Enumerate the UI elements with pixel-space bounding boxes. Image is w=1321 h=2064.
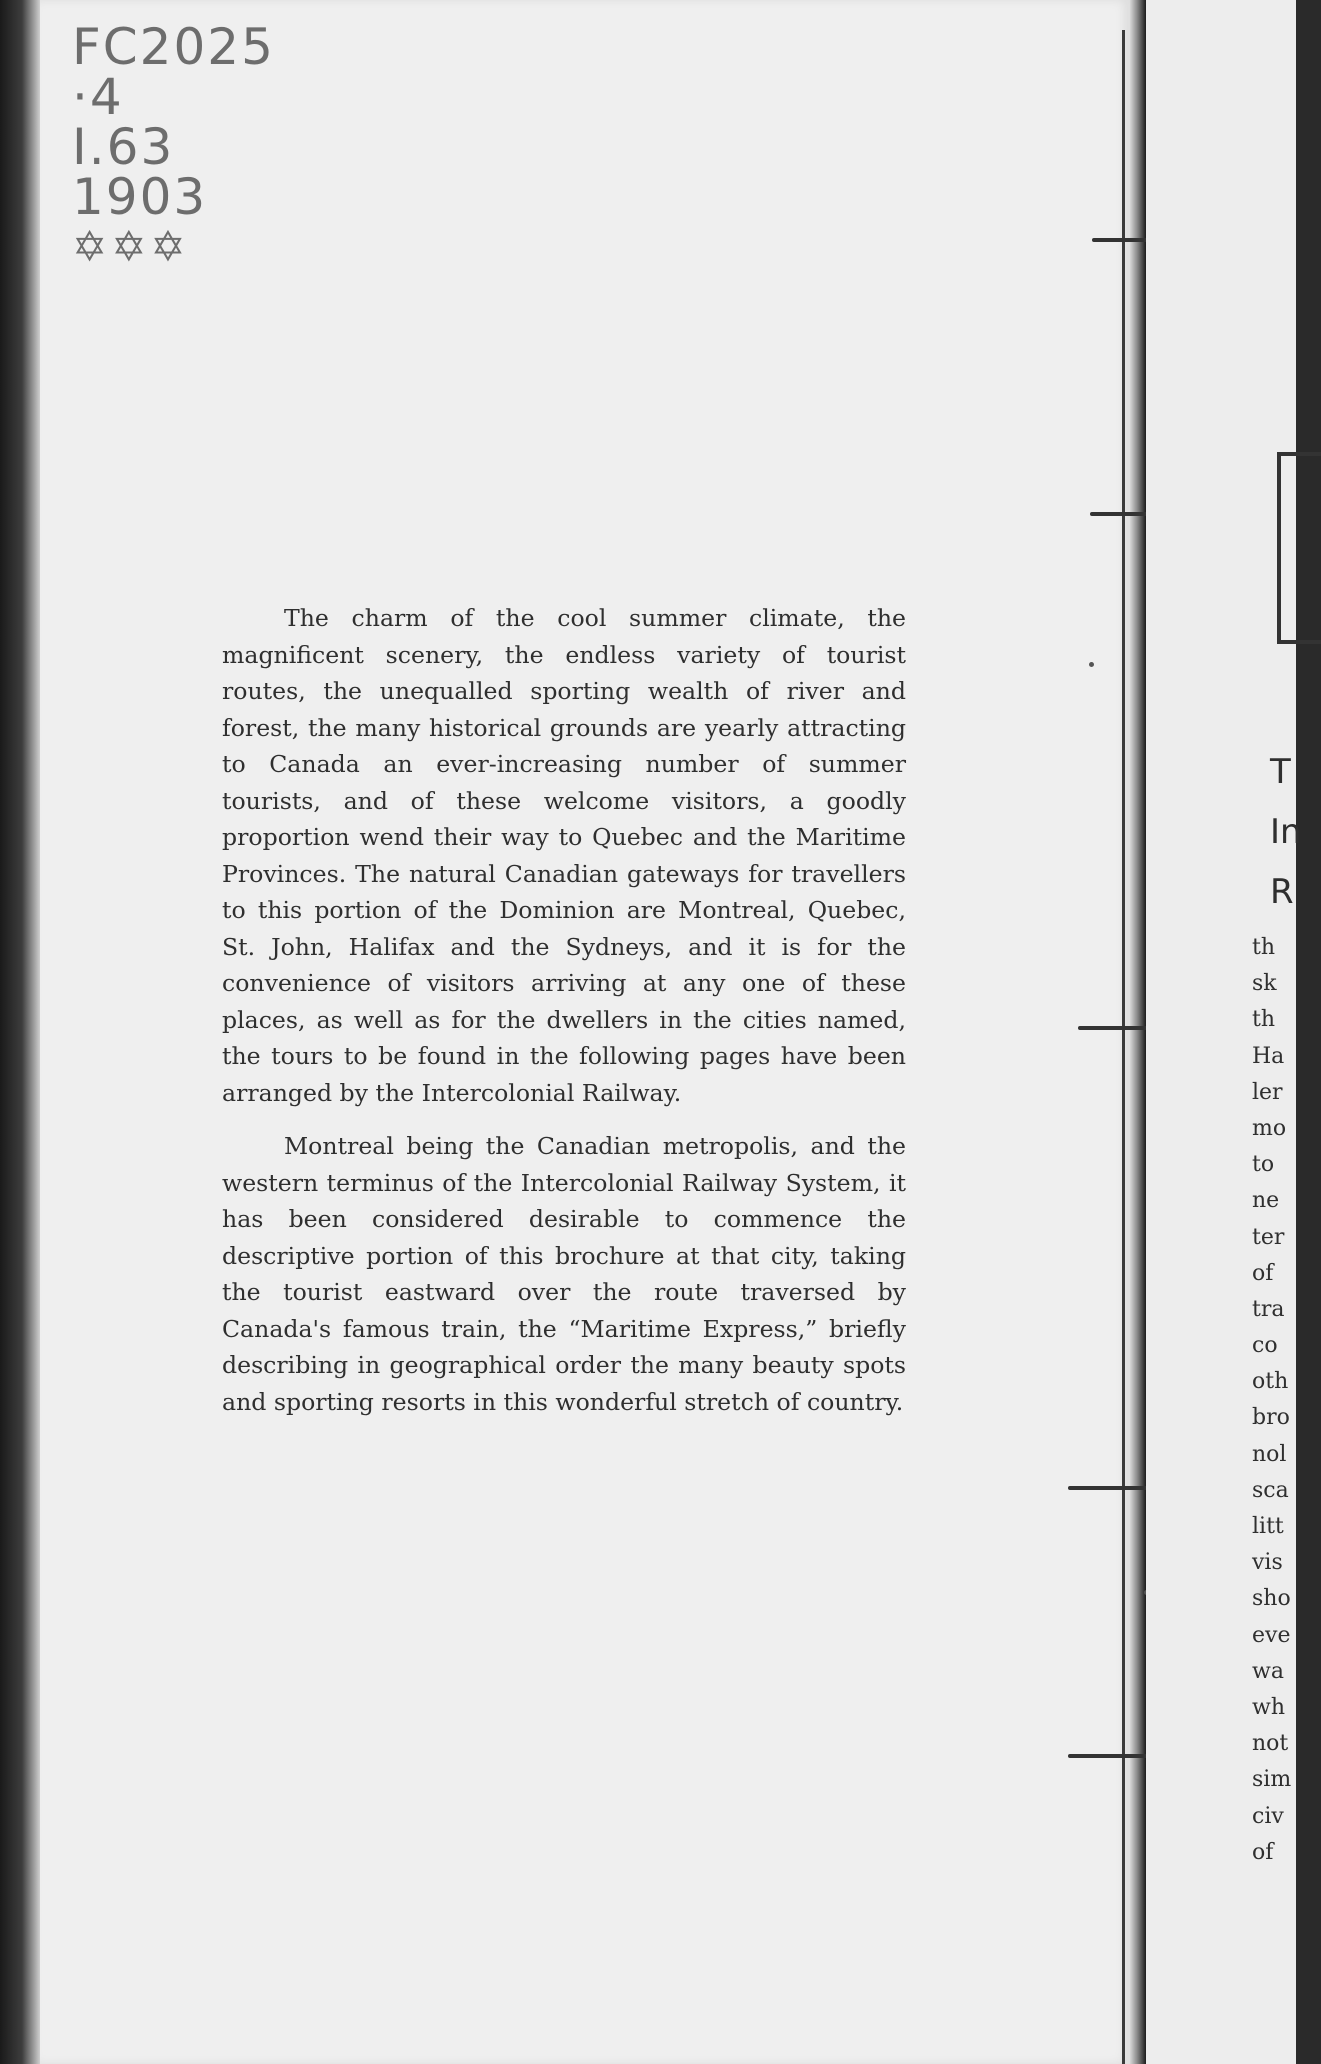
paragraph: Montreal being the Canadian metropolis, and the western terminus of the Intercolonial Railway System, it has been considered desirable to commence the descriptive portion of this brochure at that city, taking the tourist eastward over the route traversed by Canada's famous train, the “Maritime Express,” briefly describing in geographical order the many beauty spots and sporting resorts in this wonderful stretch of country. — [222, 1132, 906, 1416]
binding-hole — [1089, 662, 1094, 667]
text-fragment: not — [1252, 1731, 1289, 1757]
paragraph: The charm of the cool summer climate, the magnificent scenery, the endless variety of tourist routes, the unequalled sporting wealth of river and forest, the many historical grounds are yearly attracting to Canada an ever-increasing number of summer tourists, and of these welcome visitors, a goodly proportion wend their way to Quebec and the Maritime Provinces. The natural Canadian gateways for travellers to this portion of the Dominion are Montreal, Quebec, St. John, Halifax and the Sydneys, and it is for the convenience of visitors arriving at any one of these places, as well as for the dwellers in the cities named, the tours to be found in the following pages have been arranged by the Intercolonial Railway. — [222, 604, 906, 1107]
text-fragment: civ — [1252, 1803, 1284, 1829]
call-number-line: ·4 — [72, 68, 124, 126]
text-fragment: th — [1252, 1007, 1276, 1033]
text-fragment: bro — [1252, 1405, 1290, 1431]
call-number-line: FC2025 — [72, 18, 275, 76]
text-fragment: nol — [1252, 1441, 1287, 1467]
text-fragment: of — [1252, 1839, 1274, 1865]
binding-thread — [1122, 30, 1125, 2064]
text-fragment: oth — [1252, 1369, 1289, 1395]
text-fragment: ne — [1252, 1188, 1280, 1214]
text-fragment: wa — [1252, 1658, 1284, 1684]
text-fragment: tra — [1252, 1296, 1285, 1322]
text-fragment: mo — [1252, 1115, 1287, 1141]
book-left-edge — [0, 0, 40, 2064]
text-fragment: sk — [1252, 971, 1277, 997]
text-fragment: ler — [1252, 1079, 1283, 1105]
text-fragment: of — [1252, 1260, 1274, 1286]
right-page-heading: T — [1270, 752, 1291, 792]
call-number-line: 1903 — [72, 168, 208, 226]
binding-stitch — [1068, 1754, 1158, 1758]
text-fragment: th — [1252, 935, 1276, 960]
text-fragment: Ha — [1252, 1043, 1285, 1069]
text-fragment: eve — [1252, 1622, 1291, 1648]
text-fragment: sca — [1252, 1477, 1289, 1503]
star-marks: ✡✡✡ — [72, 222, 190, 271]
text-fragment: sho — [1252, 1586, 1291, 1612]
text-fragment: vis — [1252, 1550, 1283, 1576]
right-page-heading: In — [1270, 812, 1302, 852]
right-page-text — [1252, 930, 1291, 1871]
text-fragment: to — [1252, 1152, 1275, 1178]
text-fragment: co — [1252, 1333, 1278, 1359]
text-fragment: litt — [1252, 1514, 1284, 1539]
body-text — [222, 600, 906, 1437]
call-number — [72, 18, 275, 272]
right-page-title-box — [1277, 452, 1321, 644]
text-fragment: ter — [1252, 1224, 1285, 1250]
right-page-heading: R — [1270, 872, 1294, 912]
text-fragment: wh — [1252, 1694, 1285, 1720]
text-fragment: sim — [1252, 1767, 1292, 1793]
call-number-line: I.63 — [72, 118, 175, 176]
